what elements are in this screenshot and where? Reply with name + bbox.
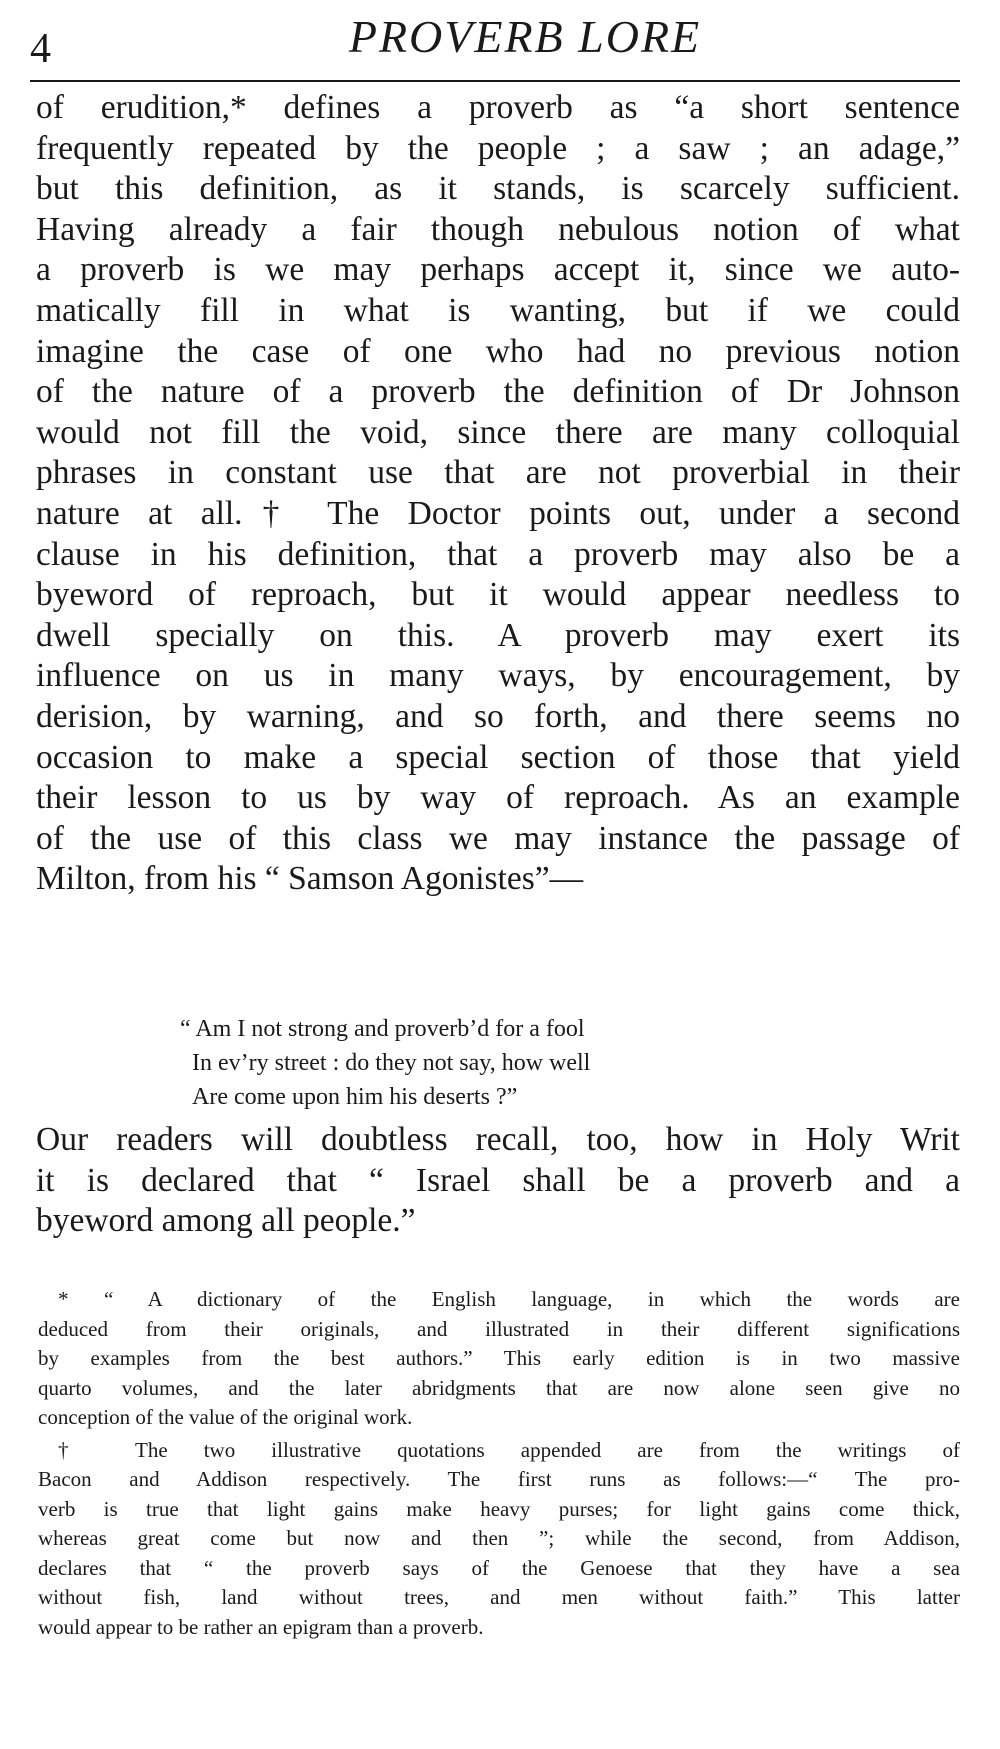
text-line: of erudition,* defines a proverb as “a short sentence — [36, 89, 960, 126]
text-line: occasion to make a special section of those that yield — [36, 738, 960, 776]
text-line: a proverb is we may perhaps accept it, since we auto- — [36, 251, 960, 289]
text-line: nature at all.† The Doctor points out, under a second — [36, 494, 960, 532]
quote-line: Are come upon him his deserts ?” — [192, 1084, 518, 1110]
text-line: would appear to be rather an epigram than a proverb. — [38, 1614, 484, 1639]
text-line: of the use of this class we may instance the passage of — [36, 819, 960, 857]
footnote-1 — [38, 1285, 960, 1433]
text-line: it is declared that “ Israel shall be a proverb and a — [36, 1161, 960, 1199]
text-line: quarto volumes, and the later abridgments that are now alone seen give no — [38, 1375, 960, 1400]
text-line: declares that “ the proverb says of the Genoese that they have a sea — [38, 1555, 960, 1580]
text-line: Our readers will doubtless recall, too, how in Holy Writ — [36, 1121, 960, 1158]
paragraph-2 — [36, 1120, 960, 1242]
text-line: whereas great come but now and then ”; while the second, from Addison, — [38, 1526, 960, 1550]
text-line: deduced from their originals, and illustrated in their different significations — [38, 1316, 960, 1341]
text-line: imagine the case of one who had no previous notion — [36, 332, 960, 370]
text-line: * “ A dictionary of the English language, in which the words are — [58, 1287, 960, 1311]
text-line: clause in his definition, that a proverb may also be a — [36, 535, 960, 573]
text-line: without fish, land without trees, and men without faith.” This latter — [38, 1585, 960, 1609]
text-line: † The two illustrative quotations appended are from the writings of — [58, 1437, 960, 1462]
text-line: byeword among all people.” — [36, 1202, 416, 1240]
text-line: conception of the value of the original work. — [38, 1405, 413, 1429]
text-line: frequently repeated by the people ; a saw ; an adage,” — [36, 129, 960, 167]
text-line: phrases in constant use that are not proverbial in their — [36, 454, 960, 492]
milton-quote — [180, 1012, 590, 1114]
text-line: matically fill in what is wanting, but if we could — [36, 291, 960, 329]
text-line: influence on us in many ways, by encouragement, by — [36, 657, 960, 695]
text-line: Having already a fair though nebulous notion of what — [36, 210, 960, 248]
text-line: Bacon and Addison respectively. The first runs as follows:—“ The pro- — [38, 1467, 960, 1491]
text-line: byeword of reproach, but it would appear needless to — [36, 576, 960, 614]
page-header — [30, 8, 960, 82]
text-line: verb is true that light gains make heavy purses; for light gains come thick, — [38, 1496, 960, 1521]
paragraph-1 — [36, 88, 960, 900]
text-line: by examples from the best authors.” This early edition is in two massive — [38, 1346, 960, 1370]
footnotes — [38, 1285, 960, 1642]
page-number: 4 — [30, 26, 51, 72]
text-line: would not fill the void, since there are many colloquial — [36, 413, 960, 451]
text-line: but this definition, as it stands, is scarcely sufficient. — [36, 170, 960, 208]
text-line: dwell specially on this. A proverb may exert its — [36, 616, 960, 654]
quote-line: “ Am I not strong and proverb’d for a fool — [180, 1016, 585, 1042]
text-line: derision, by warning, and so forth, and there seems no — [36, 697, 960, 735]
running-title: PROVERB LORE — [348, 11, 702, 62]
text-line: of the nature of a proverb the definition of Dr Johnson — [36, 373, 960, 411]
text-line: their lesson to us by way of reproach. As an example — [36, 779, 960, 817]
quote-line: In ev’ry street : do they not say, how well — [192, 1050, 591, 1076]
footnote-2 — [38, 1436, 960, 1643]
text-line: Milton, from his “ Samson Agonistes”— — [36, 860, 584, 898]
